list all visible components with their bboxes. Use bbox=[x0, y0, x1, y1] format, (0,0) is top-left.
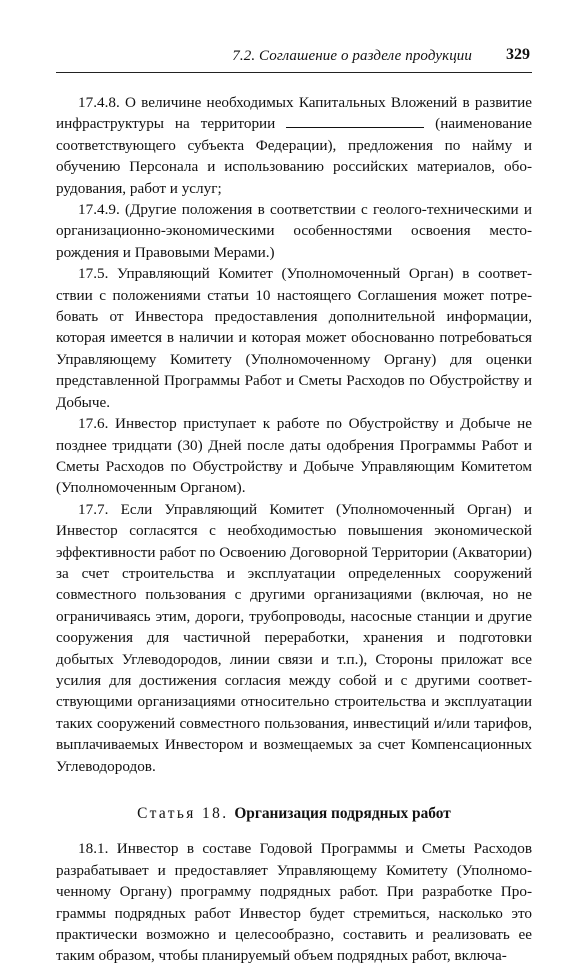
article-heading bbox=[56, 803, 532, 824]
body-text bbox=[56, 92, 532, 967]
article-label: Статья 18. bbox=[137, 805, 229, 822]
fill-in-blank bbox=[286, 115, 424, 128]
paragraph-17-4-8 bbox=[56, 92, 532, 199]
running-title: 7.2. Соглашение о разделе продукции bbox=[232, 48, 472, 64]
running-header bbox=[56, 44, 532, 73]
paragraph-text: 17.4.8. О величине необходимых Капитальных Вложений в развитие инфраструктуры на территории bbox=[56, 94, 532, 133]
page-number: 329 bbox=[506, 46, 530, 63]
paragraph-18-1: 18.1. Инвестор в составе Годовой Программы и Сметы Расходов разрабатывает и предоставляет Управляющему Комитету (Уполномоченному Органу) программу подрядных работ. При разработке Программы подрядных работ Инвестор будет стремиться, насколько это практически возможно и целесообразно, составить и реализовать ее таким образом, чтобы планируемый объем подрядных работ, включа- bbox=[56, 840, 532, 965]
paragraph-17-4-9: 17.4.9. (Другие положения в соответствии с геолого-техническими и организационно-экономическими особенностями освоения месторождения и Правовыми Мерами.) bbox=[56, 201, 532, 261]
paragraph-17-6: 17.6. Инвестор приступает к работе по Обустройству и Добыче не позднее тридцати (30) Дней после даты одобрения Программы Работ и Сметы Расходов по Обустройству и Добыче Управляющим Комитетом (Уполномоченным Органом). bbox=[56, 415, 532, 497]
paragraph-17-7: 17.7. Если Управляющий Комитет (Уполномоченный Орган) и Инвестор согласятся с необходимостью повышения экономической эффективности работ по Освоению Договорной Территории (Акватории) за счет строительства и эксплуатации определенных сооружений совместного пользования с другими организациями (включая, но не ограничиваясь этим, дороги, трубопроводы, насосные станции и другие сооружения для частичной переработки, хранения и подготовки добытых Углеводородов, линии связи и т.п.), Стороны приложат все усилия для достижения согласия между собой и с другими соответствующими организациями относительно строительства и эксплуатации таких сооружений совместного пользования, инвестиций и/или тарифов, выплачиваемых Инвестором и возмещаемых за счет Компенсационных Углеводородов. bbox=[56, 500, 532, 775]
paragraph-17-5: 17.5. Управляющий Комитет (Уполномоченный Орган) в соответствии с положениями статьи 10 настоящего Соглашения может потребовать от Инвестора предоставления дополнительной информации, которая имеется в наличии и которая может обоснованно потребоваться Управляющему Комитету (Уполномоченному Органу) для оценки представленной Программы Работ и Сметы Расходов по Обустройству и Добыче. bbox=[56, 265, 532, 411]
article-title: Организация подрядных работ bbox=[234, 805, 451, 822]
paragraph-text: (наименование соответствующего субъекта Федерации), предложения по найму и обучению Персонала и использованию российских материалов, оборудования, работ и услуг; bbox=[56, 115, 532, 197]
